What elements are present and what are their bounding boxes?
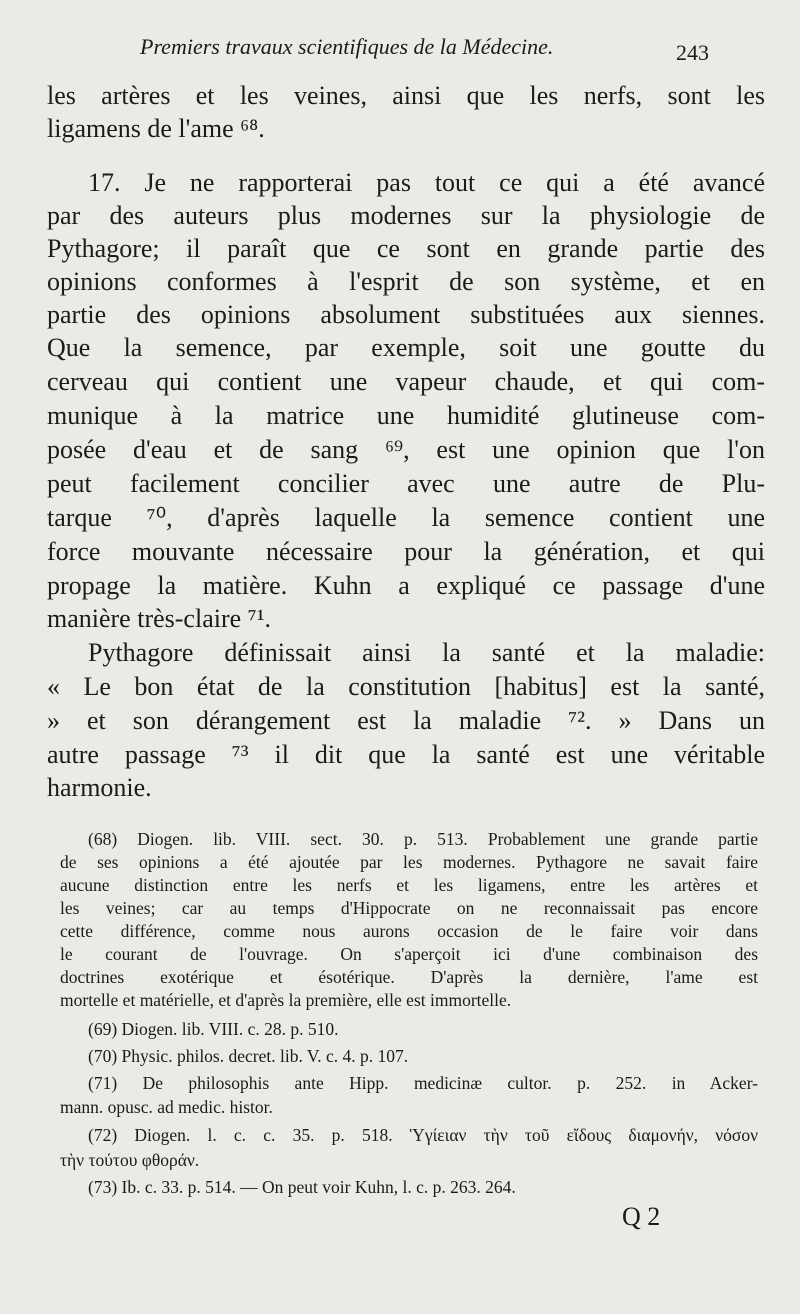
footnote-line: (68) Diogen. lib. VIII. sect. 30. p. 513. Probablement une grande partie bbox=[88, 829, 758, 849]
body-line: cerveau qui contient une vapeur chaude, et qui com- bbox=[47, 367, 765, 396]
running-title: Premiers travaux scientifiques de la Médecine. bbox=[140, 34, 554, 59]
footnote-line: le courant de l'ouvrage. On s'aperçoit ici d'une combinaison des bbox=[60, 944, 758, 964]
body-line: autre passage ⁷³ il dit que la santé est une véritable bbox=[47, 740, 765, 769]
footnote-line: mortelle et matérielle, et d'après la première, elle est immortelle. bbox=[60, 990, 512, 1010]
footnote-line: les veines; car au temps d'Hippocrate on ne reconnaissait pas encore bbox=[60, 898, 758, 918]
footnote-line: (72) Diogen. l. c. c. 35. p. 518. Ὑγίειαν τὴν τοῦ εἴδους διαμονήν, νόσον bbox=[88, 1125, 758, 1145]
body-line: tarque ⁷⁰, d'après laquelle la semence contient une bbox=[47, 503, 765, 532]
footnote-line: doctrines exotérique et ésotérique. D'après la dernière, l'ame est bbox=[60, 967, 758, 987]
footnote-line: τὴν τούτου φθοράν. bbox=[60, 1150, 200, 1170]
footnote-line: cette différence, comme nous aurons occasion de le faire voir dans bbox=[60, 921, 758, 941]
signature-mark: Q 2 bbox=[622, 1202, 661, 1231]
body-line: opinions conformes à l'esprit de son système, et en bbox=[47, 267, 765, 296]
footnote-line: (73) Ib. c. 33. p. 514. — On peut voir Kuhn, l. c. p. 263. 264. bbox=[88, 1177, 516, 1197]
body-line: » et son dérangement est la maladie ⁷². » Dans un bbox=[47, 706, 765, 735]
body-line: Pythagore; il paraît que ce sont en grande partie des bbox=[47, 234, 765, 263]
footnote-line: (69) Diogen. lib. VIII. c. 28. p. 510. bbox=[88, 1019, 339, 1039]
body-line: « Le bon état de la constitution [habitus] est la santé, bbox=[47, 672, 765, 701]
body-line: par des auteurs plus modernes sur la physiologie de bbox=[47, 201, 765, 230]
body-line: Pythagore définissait ainsi la santé et la maladie: bbox=[88, 638, 765, 667]
page-number: 243 bbox=[676, 40, 709, 65]
body-line: posée d'eau et de sang ⁶⁹, est une opinion que l'on bbox=[47, 435, 765, 464]
body-line: force mouvante nécessaire pour la génération, et qui bbox=[47, 537, 765, 566]
body-line: ligamens de l'ame ⁶⁸. bbox=[47, 114, 265, 143]
footnote-line: aucune distinction entre les nerfs et les ligamens, entre les artères et bbox=[60, 875, 758, 895]
body-line: munique à la matrice une humidité glutineuse com- bbox=[47, 401, 765, 430]
body-line: peut facilement concilier avec une autre de Plu- bbox=[47, 469, 765, 498]
footnote-line: de ses opinions a été ajoutée par les modernes. Pythagore ne savait faire bbox=[60, 852, 758, 872]
body-line: les artères et les veines, ainsi que les nerfs, sont les bbox=[47, 81, 765, 110]
footnote-line: mann. opusc. ad medic. histor. bbox=[60, 1097, 273, 1117]
body-line: 17. Je ne rapporterai pas tout ce qui a été avancé bbox=[88, 168, 765, 197]
footnote-line: (70) Physic. philos. decret. lib. V. c. 4. p. 107. bbox=[88, 1046, 409, 1066]
footnote-line: (71) De philosophis ante Hipp. medicinæ cultor. p. 252. in Acker- bbox=[88, 1073, 758, 1093]
body-line: Que la semence, par exemple, soit une goutte du bbox=[47, 333, 765, 362]
body-line: propage la matière. Kuhn a expliqué ce passage d'une bbox=[47, 571, 765, 600]
body-line: harmonie. bbox=[47, 773, 152, 802]
body-line: partie des opinions absolument substituées aux siennes. bbox=[47, 300, 765, 329]
body-line: manière très-claire ⁷¹. bbox=[47, 604, 272, 633]
